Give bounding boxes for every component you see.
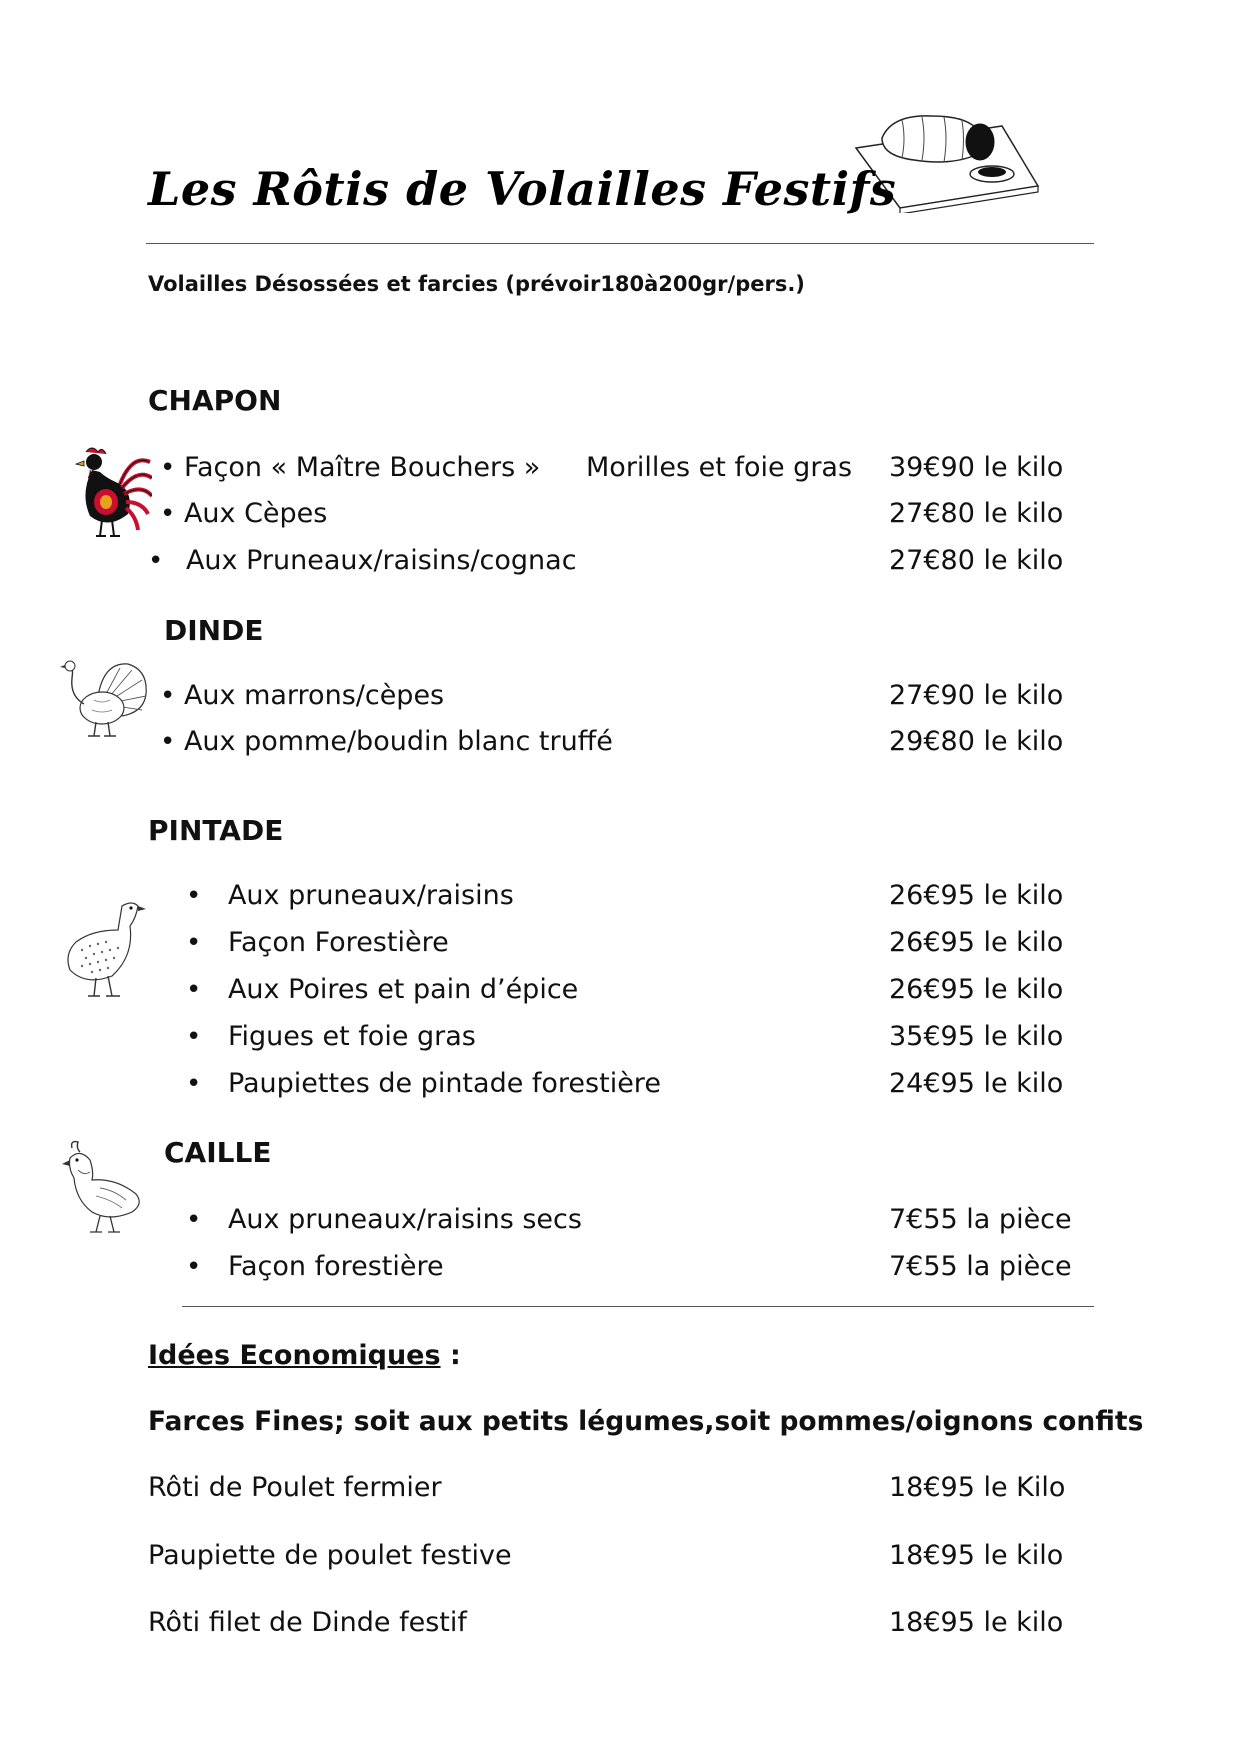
- bullet: •: [186, 928, 202, 958]
- item-label: Aux Pruneaux/raisins/cognac: [185, 545, 577, 576]
- list-item: Paupiette de poulet festive: [148, 1540, 512, 1571]
- item-price: 27€80 le kilo: [889, 498, 1064, 529]
- list-item: [186, 1204, 582, 1235]
- item-price: 7€55 la pièce: [889, 1204, 1072, 1235]
- item-label: Aux pruneaux/raisins: [227, 880, 514, 911]
- bullet: •: [160, 681, 176, 711]
- list-item: [186, 1021, 476, 1052]
- title-divider: [146, 243, 1094, 244]
- item-label: Façon forestière: [227, 1251, 444, 1282]
- idees-heading: [148, 1340, 461, 1371]
- section-divider: [182, 1306, 1094, 1307]
- section-title-caille: CAILLE: [164, 1136, 272, 1169]
- item-label: Façon Forestière: [227, 927, 449, 958]
- bullet: •: [160, 453, 176, 483]
- item-price: 26€95 le kilo: [889, 927, 1064, 958]
- list-item: [160, 680, 444, 711]
- rooster-icon: [72, 444, 152, 540]
- item-price: 35€95 le kilo: [889, 1021, 1064, 1052]
- list-item: Rôti filet de Dinde festif: [148, 1607, 467, 1638]
- bullet: •: [186, 1205, 202, 1235]
- item-label: Aux pomme/boudin blanc truffé: [183, 726, 613, 757]
- item-price: 24€95 le kilo: [889, 1068, 1064, 1099]
- item-price: 29€80 le kilo: [889, 726, 1064, 757]
- section-title-dinde: DINDE: [164, 614, 264, 647]
- idees-label: Idées Economiques: [148, 1340, 441, 1371]
- bullet: •: [186, 975, 202, 1005]
- item-price: 26€95 le kilo: [889, 880, 1064, 911]
- item-price: 18€95 le kilo: [889, 1540, 1064, 1571]
- guinea-fowl-icon: [62, 896, 150, 1002]
- item-price: 39€90 le kilo: [889, 452, 1064, 483]
- bullet: •: [148, 546, 164, 576]
- bullet: •: [160, 727, 176, 757]
- bullet: •: [186, 1069, 202, 1099]
- list-item: [148, 545, 577, 576]
- item-label: Figues et foie gras: [227, 1021, 476, 1052]
- list-item: Rôti de Poulet fermier: [148, 1472, 442, 1503]
- item-price: 18€95 le kilo: [889, 1607, 1064, 1638]
- list-item: [186, 880, 514, 911]
- list-item: [160, 452, 540, 483]
- list-item: [160, 498, 327, 529]
- bullet: •: [186, 1022, 202, 1052]
- quail-icon: [56, 1138, 150, 1238]
- bullet: •: [186, 1252, 202, 1282]
- item-label: Aux marrons/cèpes: [183, 680, 445, 711]
- section-title-chapon: CHAPON: [148, 384, 282, 417]
- item-price: 27€80 le kilo: [889, 545, 1064, 576]
- item-label: Aux pruneaux/raisins secs: [227, 1204, 582, 1235]
- page-title: Les Rôtis de Volailles Festifs: [148, 162, 897, 216]
- item-price: 27€90 le kilo: [889, 680, 1064, 711]
- list-item: [186, 974, 578, 1005]
- item-label: Aux Poires et pain d’épice: [227, 974, 579, 1005]
- item-detail: Morilles et foie gras: [586, 452, 853, 483]
- bullet: •: [186, 881, 202, 911]
- turkey-icon: [58, 656, 150, 738]
- page-subtitle: Volailles Désossées et farcies (prévoir180à200gr/pers.): [148, 272, 805, 296]
- list-item: [186, 927, 449, 958]
- item-price: 7€55 la pièce: [889, 1251, 1072, 1282]
- item-price: 26€95 le kilo: [889, 974, 1064, 1005]
- item-label: Aux Cèpes: [183, 498, 328, 529]
- bullet: •: [160, 499, 176, 529]
- item-label: Paupiettes de pintade forestière: [227, 1068, 661, 1099]
- section-title-pintade: PINTADE: [148, 814, 284, 847]
- list-item: [186, 1068, 661, 1099]
- item-price: 18€95 le Kilo: [889, 1472, 1066, 1503]
- list-item: [186, 1251, 444, 1282]
- farces-heading: Farces Fines; soit aux petits légumes,soit pommes/oignons confits: [148, 1406, 1144, 1437]
- list-item: [160, 726, 613, 757]
- idees-suffix: :: [440, 1340, 461, 1371]
- item-label: Façon « Maître Bouchers »: [183, 452, 541, 483]
